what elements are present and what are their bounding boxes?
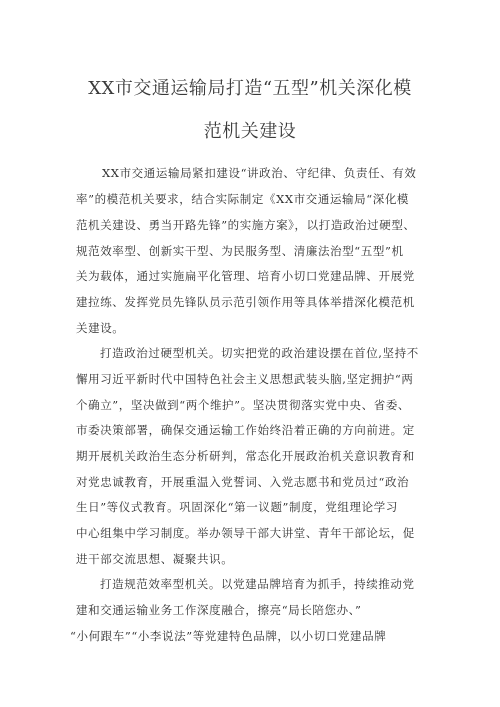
body-line: 率”的模范机关要求，结合实际制定《XX市交通运输局“深化模 [76,192,410,206]
body-line: 关为载体，通过实施扁平化管理、培育小切口党建品牌、开展党 [76,269,415,283]
body-line: 生日”等仪式教育。巩固深化“第一议题”制度，党组理论学习 [76,500,398,514]
body-line: 对党忠诚教育，开展重温入党誓词、入党志愿书和党员过“政治 [76,475,410,489]
body-line: 期开展机关政治生态分析研判，常态化开展政治机关意识教育和 [76,449,415,463]
document-title-line-1: XX市交通运输局打造“五型”机关深化模 [88,78,412,99]
body-line: XX市交通运输局紧扣建设“讲政治、守纪律、负责任、有效 [102,166,417,180]
body-line: 建拉练、发挥党员先锋队员示范引领作用等具体举措深化模范机 [76,295,415,309]
body-line: 进干部交流思想、凝聚共识。 [76,552,234,566]
body-line: 市委决策部署，确保交通运输工作始终沿着正确的方向前进。定 [76,423,415,437]
body-line: 打造规范效率型机关。以党建品牌培育为抓手，持续推动党 [100,577,415,591]
body-line: 懈用习近平新时代中国特色社会主义思想武装头脑,坚定拥护“两 [76,372,414,386]
body-line: 建和交通运输业务工作深度融合，擦亮“局长陪您办、” [76,603,362,617]
body-line: 范机关建设、勇当开路先锋”的实施方案》，以打造政治过硬型、 [76,218,416,232]
body-line: “小何跟车”“小李说法”等党建特色品牌，以小切口党建品牌 [70,629,387,643]
document-title-line-2: 范机关建设 [203,121,297,142]
body-line: 打造政治过硬型机关。切实把党的政治建设摆在首位,坚持不 [100,346,419,360]
body-line: 中心组集中学习制度。举办领导干部大讲堂、青年干部论坛，促 [76,526,415,540]
body-line: 个确立”，坚决做到“两个维护”。坚决贯彻落实党中央、省委、 [76,398,411,412]
body-line: 关建设。 [76,321,125,335]
body-line: 规范效率型、创新实干型、为民服务型、清廉法治型“五型”机 [76,244,404,258]
